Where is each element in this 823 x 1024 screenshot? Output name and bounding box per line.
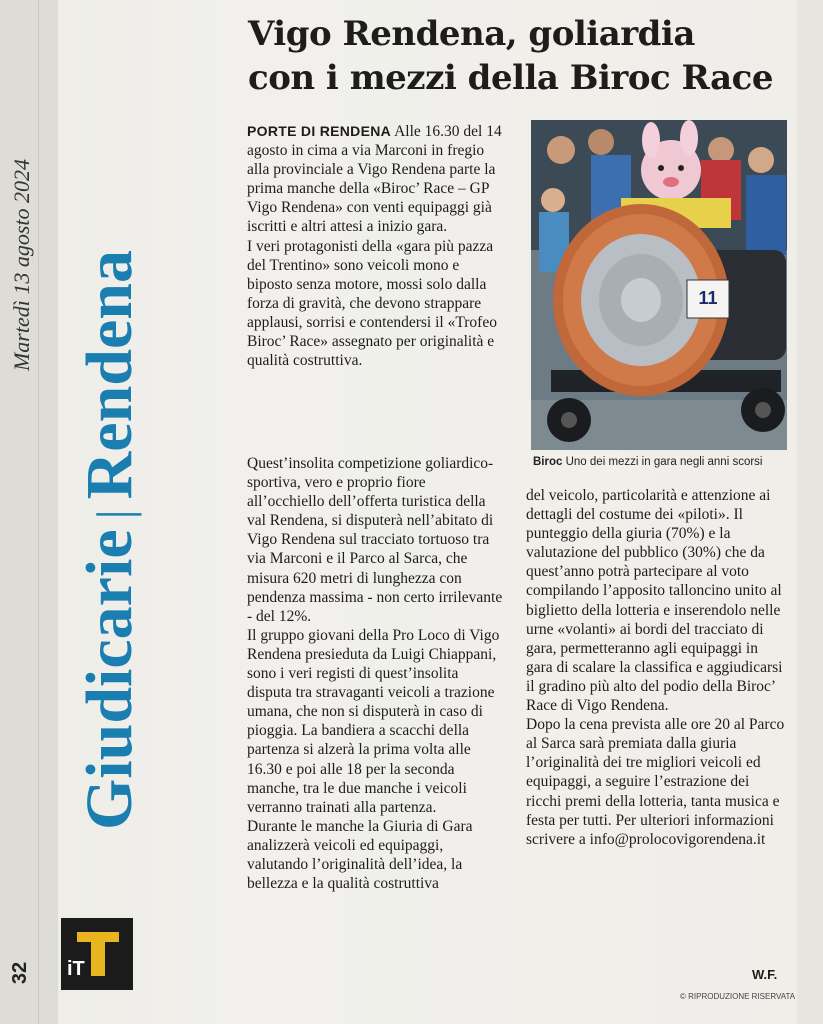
logo-bar-vertical (91, 932, 105, 976)
article-photo (531, 120, 787, 450)
section-separator: | (86, 509, 142, 520)
paragraph-6: del veicolo, particolarità e attenzione ai dettagli del costume dei «piloti». Il punteggio della giuria (70%) e la valutazione del pubblico (30%) che da quest’anno potrà partecipare al voto compilando l’apposito talloncino unito al biglietto della lotteria e inserendolo nelle urne «volanti» ai bordi del tracciato di gara, permetteranno agli equipaggi in gara di scalare la classifica e aggiudicarsi il gradino più alto del podio della Biroc’ Race di Vigo Rendena. (526, 487, 783, 715)
caption-label: Biroc (533, 456, 563, 468)
section-subname: Rendena (73, 249, 146, 500)
section-name: Giudicarie (73, 529, 146, 831)
photo-number-plate: 11 (698, 288, 718, 308)
paragraph-7: Dopo la cena prevista alle ore 20 al Parco al Sarca sarà premiata dalla giuria l’originalità dei tre migliori veicoli ed equipaggi, a seguire l’estrazione dei ricchi premi della lotteria, tanta musica e festa per tutti. Per ulteriori informazioni scrivere a info@prolocovigorendena.it (526, 716, 785, 848)
photo-illustration (531, 120, 787, 450)
caption-text: Uno dei mezzi in gara negli anni scorsi (565, 456, 763, 468)
article-headline (248, 12, 808, 100)
paragraph-2: I veri protagonisti della «gara più pazza del Trentino» sono veicoli mono e biposto senza motore, mossi solo dalla forza di gravità, che devono strappare applausi, sorrisi e contendersi il «Trofeo Biroc’ Race» assegnato per originalità e qualità costruttiva. (247, 237, 497, 370)
article-kicker: PORTE DI RENDENA (247, 123, 392, 139)
copyright-notice: © RIPRODUZIONE RISERVATA (680, 992, 796, 1001)
article-column-2 (526, 486, 788, 849)
photo-caption (533, 456, 793, 468)
lead-text: Alle 16.30 del 14 agosto in cima a via Marconi in fregio alla provinciale a Vigo Rendena parte la prima manche della «Biroc’ Race – GP Vigo Rendena» con venti equipaggi già iscritti e altri attesi a inizio gara. (247, 123, 502, 236)
headline-line-2: con i mezzi della Biroc Race (248, 58, 773, 98)
lead-paragraph (247, 122, 507, 237)
newspaper-logo (61, 918, 133, 990)
issue-date: Martedì 13 agosto 2024 (9, 158, 34, 372)
article-column-1-top (247, 122, 507, 370)
right-edge-strip (797, 0, 823, 1024)
article-column-1-bottom (247, 454, 505, 893)
paragraph-5: Durante le manche la Giuria di Gara analizzerà veicoli ed equipaggi, valutando l’originalità dell’idea, la bellezza e la qualità costruttiva (247, 817, 473, 893)
margin-divider (38, 0, 39, 1024)
section-heading (70, 170, 150, 910)
paragraph-3: Quest’insolita competizione goliardico-sportiva, vero e proprio fiore all’occhiello dell’offerta turistica della val Rendena, si disputerà nell’abitato di Vigo Rendena sul tracciato tortuoso tra via Marconi e il Parco al Sarca, che misura 620 metri di lunghezza con pendenza massima - non certo irrilevante - del 12%. (247, 455, 503, 625)
page-number: 32 (9, 961, 31, 985)
logo-text: iT (67, 958, 85, 980)
headline-line-1: Vigo Rendena, goliardia (248, 14, 695, 54)
author-signature: W.F. (752, 967, 778, 982)
paragraph-4: Il gruppo giovani della Pro Loco di Vigo Rendena presieduta da Luigi Chiappani, sono i veri registi di quest’insolita disputa tra stravaganti veicoli a trazione umana, che non si disputerà in caso di pioggia. La bandiera a scacchi della partenza si alzerà la prima volta alle 16.30 e poi alle 18 per la seconda manche, tra le due manche i veicoli verranno trainati alla partenza. (247, 626, 500, 816)
